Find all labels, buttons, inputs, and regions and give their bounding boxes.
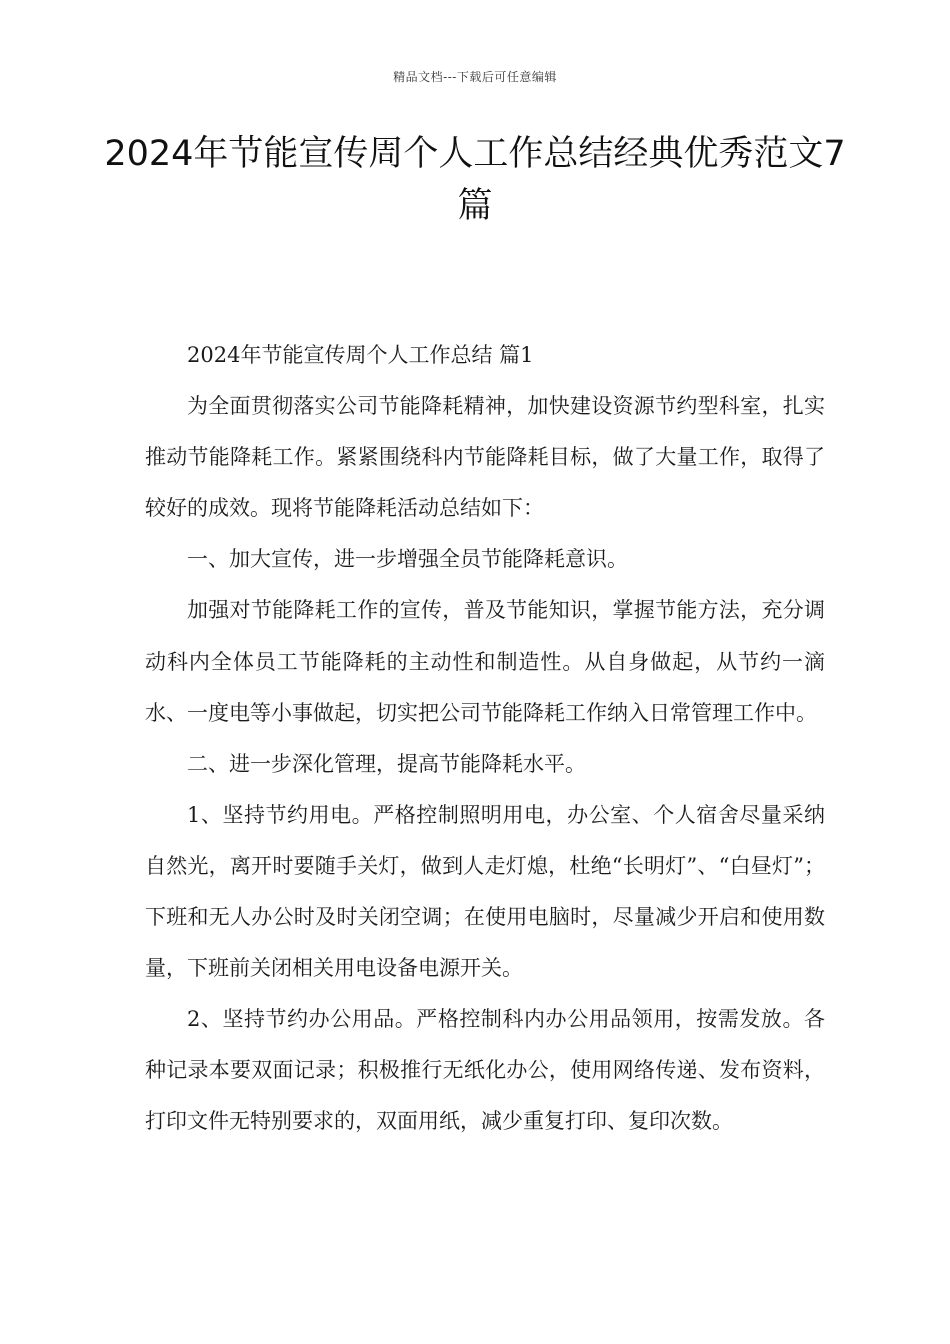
section-heading-management: 二、进一步深化管理，提高节能降耗水平。 — [187, 751, 586, 776]
document-title: 2024年节能宣传周个人工作总结经典优秀范文7篇 — [104, 134, 846, 226]
document-body — [145, 330, 825, 1148]
paragraph-intro: 为全面贯彻落实公司节能降耗精神，加快建设资源节约型科室，扎实推动节能降耗工作。紧紧围绕科内节能降耗目标，做了大量工作，取得了较好的成效。现将节能降耗活动总结如下： — [145, 394, 825, 521]
paragraph-electricity: 1、坚持节约用电。严格控制照明用电，办公室、个人宿舍尽量采纳自然光，离开时要随手关灯，做到人走灯熄，杜绝“长明灯”、“白昼灯”；下班和无人办公时及时关闭空调；在使用电脑时，尽量减少开启和使用数量，下班前关闭相关用电设备电源开关。 — [145, 802, 825, 981]
header-note: 精品文档---下载后可任意编辑 — [393, 70, 557, 84]
paragraph-publicity: 加强对节能降耗工作的宣传，普及节能知识，掌握节能方法，充分调动科内全体员工节能降耗的主动性和制造性。从自身做起，从节约一滴水、一度电等小事做起，切实把公司节能降耗工作纳入日常管理工作中。 — [145, 598, 825, 725]
section-heading-1: 2024年节能宣传周个人工作总结 篇1 — [187, 343, 534, 367]
paragraph-office-supplies: 2、坚持节约办公用品。严格控制科内办公用品领用，按需发放。各种记录本要双面记录；积极推行无纸化办公，使用网络传递、发布资料，打印文件无特别要求的，双面用纸，减少重复打印、复印次数。 — [145, 1007, 825, 1134]
section-heading-publicity: 一、加大宣传，进一步增强全员节能降耗意识。 — [187, 547, 628, 572]
